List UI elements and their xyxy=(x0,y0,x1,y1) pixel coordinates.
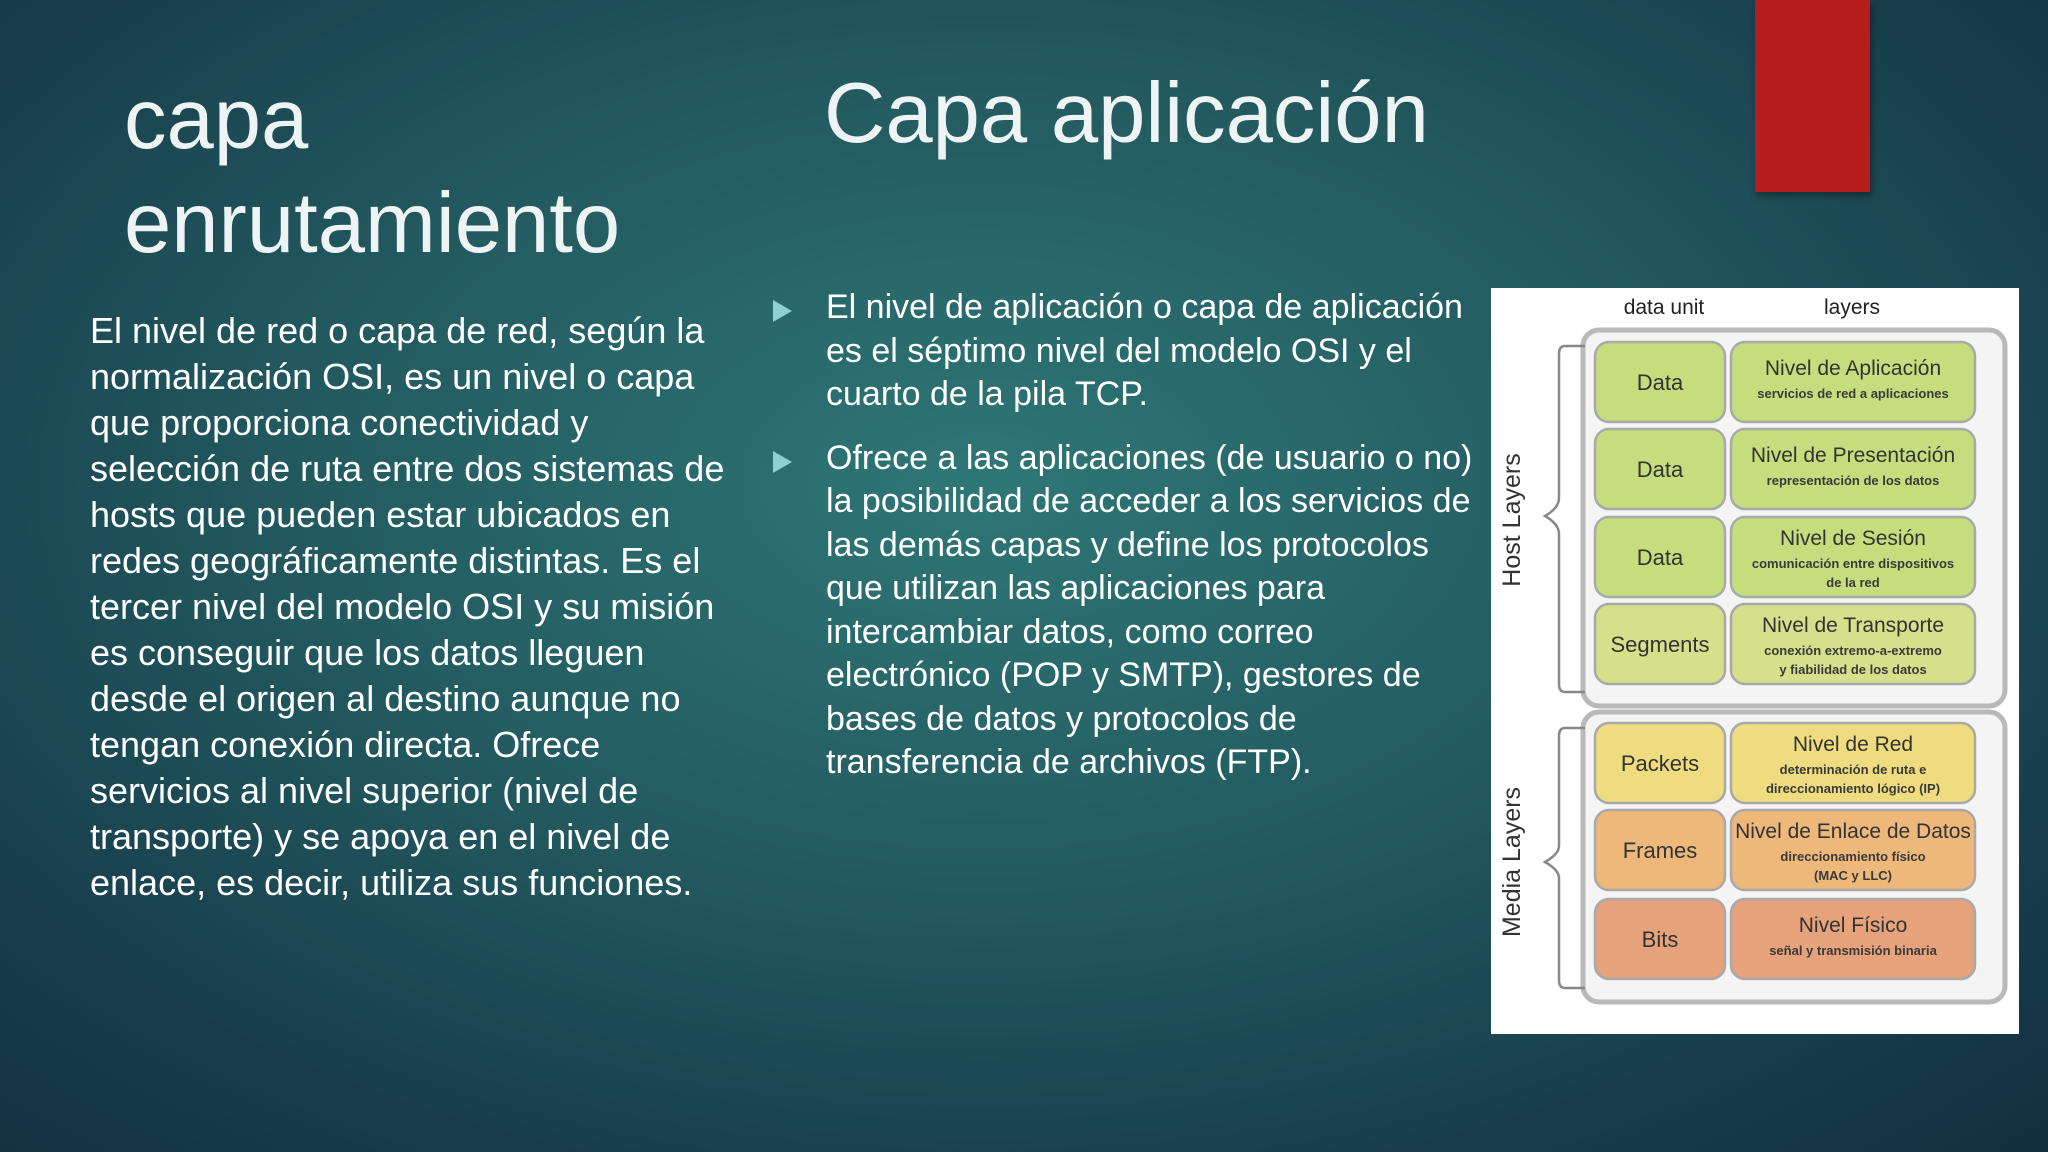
osi-layer-row xyxy=(1595,810,1975,890)
data-unit-label: Data xyxy=(1636,457,1684,482)
layer-description: señal y transmisión binaria xyxy=(1769,943,1937,958)
layer-name: Nivel de Transporte xyxy=(1761,614,1945,637)
layer-description: (MAC y LLC) xyxy=(1814,868,1892,883)
header-data-unit: data unit xyxy=(1623,296,1705,319)
media-layers-label: Media Layers xyxy=(1498,786,1526,938)
layer-name: Nivel Físico xyxy=(1798,914,1908,937)
routing-layer-description: El nivel de red o capa de red, según la normalización OSI, es un nivel o capa que proporciona conectividad y selección de ruta entre dos sistemas de hosts que pueden estar ubicados en redes geográficamente distintas. Es el tercer nivel del modelo OSI y su misión es conseguir que los datos lleguen desde el origen al destino aunque no tengan conexión directa. Ofrece servicios al nivel superior (nivel de transporte) y se apoya en el nivel de enlace, es decir, utiliza sus funciones. xyxy=(90,310,725,903)
layer-description: conexión extremo-a-extremo xyxy=(1764,643,1942,658)
layer-description: comunicación entre dispositivos xyxy=(1751,556,1955,571)
osi-layer-row xyxy=(1595,517,1975,597)
layer-description: y fiabilidad de los datos xyxy=(1779,662,1927,677)
data-unit-label: Packets xyxy=(1620,751,1700,776)
title-application-layer: Capa aplicación xyxy=(824,66,1429,161)
data-unit-label: Segments xyxy=(1610,632,1710,657)
bullet-text: El nivel de aplicación o capa de aplicación es el séptimo nivel del modelo OSI y el cuarto de la pila TCP. xyxy=(826,288,1463,413)
osi-layer-row xyxy=(1595,429,1975,509)
bullet-text: Ofrece a las aplicaciones (de usuario o no) la posibilidad de acceder a los servicios de las demás capas y define los protocolos que utilizan las aplicaciones para intercambiar datos, como correo electrónico (POP y SMTP), gestores de bases de datos y protocolos de transferencia de archivos (FTP). xyxy=(826,438,1473,781)
layer-name: Nivel de Enlace de Datos xyxy=(1735,820,1971,843)
title-routing-layer: capa enrutamiento xyxy=(124,72,621,271)
layer-cell xyxy=(1731,899,1975,979)
osi-layer-row xyxy=(1595,899,1975,979)
bullet-item xyxy=(770,437,1480,785)
host-layers-label: Host Layers xyxy=(1498,453,1526,587)
layer-description: servicios de red a aplicaciones xyxy=(1757,386,1949,401)
osi-layer-row xyxy=(1595,604,1975,684)
layer-cell xyxy=(1731,342,1975,422)
layer-cell xyxy=(1731,429,1975,509)
media-layers-bracket xyxy=(1545,728,1585,988)
osi-model-figure xyxy=(1491,288,2019,1034)
layer-name: Nivel de Aplicación xyxy=(1764,357,1942,380)
layer-description: determinación de ruta e xyxy=(1779,762,1927,777)
host-layers-bracket xyxy=(1545,346,1585,692)
osi-layers xyxy=(1595,342,1975,979)
osi-model-diagram xyxy=(1491,288,2019,1034)
layer-name: Nivel de Sesión xyxy=(1780,527,1926,550)
osi-layer-row xyxy=(1595,342,1975,422)
triangle-bullet-icon xyxy=(773,451,792,473)
layer-name: Nivel de Red xyxy=(1792,733,1914,756)
layer-description: direccionamiento físico xyxy=(1780,849,1926,864)
application-layer-bullets xyxy=(770,286,1480,805)
data-unit-label: Data xyxy=(1636,545,1684,570)
layer-description: de la red xyxy=(1826,575,1880,590)
triangle-bullet-icon xyxy=(773,300,792,322)
header-layers: layers xyxy=(1823,296,1881,319)
data-unit-label: Bits xyxy=(1641,927,1679,952)
layer-name: Nivel de Presentación xyxy=(1750,444,1956,467)
osi-layer-row xyxy=(1595,723,1975,803)
data-unit-label: Frames xyxy=(1622,838,1698,863)
data-unit-label: Data xyxy=(1636,370,1684,395)
layer-description: direccionamiento lógico (IP) xyxy=(1765,781,1941,796)
accent-bar xyxy=(1755,0,1870,192)
layer-description: representación de los datos xyxy=(1766,473,1940,488)
bullet-item xyxy=(770,286,1480,417)
